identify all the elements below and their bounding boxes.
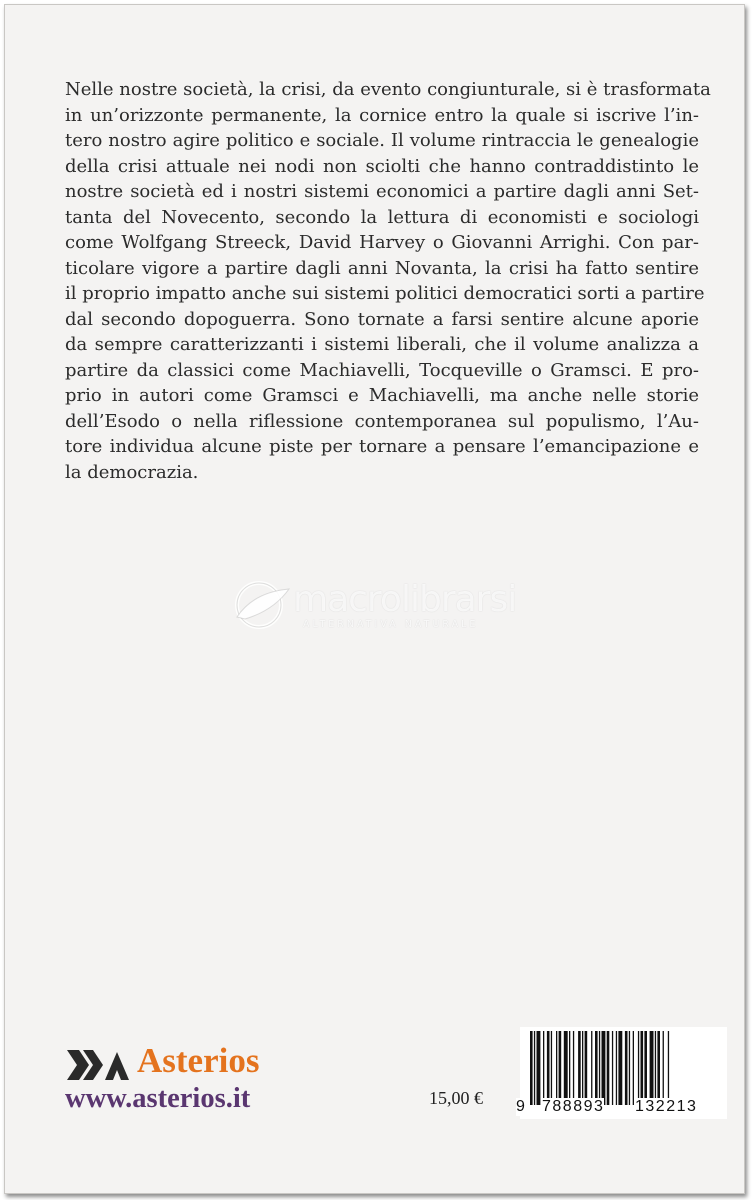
blurb-line: il proprio impatto anche sui sistemi politici democratici sorti a partire (65, 283, 705, 304)
barcode-bar (641, 1031, 644, 1105)
barcode-bar (655, 1031, 656, 1105)
barcode-bar (599, 1031, 600, 1105)
barcode-bar (650, 1031, 654, 1105)
blurb-line: la democrazia. (65, 461, 199, 483)
barcode-bar (534, 1031, 535, 1105)
blurb-line: tero nostro agire politico e sociale. Il volume rintraccia le genealogie (65, 130, 699, 151)
blurb-line: tore individua alcune piste per tornare a pensare l’emancipazione e (65, 436, 699, 457)
barcode-bar (585, 1031, 588, 1105)
blurb-line: come Wolfgang Streeck, David Harvey o Giovanni Arrighi. Con par- (65, 232, 699, 253)
blurb-line: in un’orizzonte permanente, la cornice entro la quale si iscrive l’in- (65, 104, 699, 126)
watermark-name: macrolibrarsi (293, 579, 517, 620)
asterios-logo-icon (65, 1048, 133, 1082)
barcode-bar (556, 1031, 557, 1105)
barcode-bar (629, 1031, 630, 1105)
barcode-bar (559, 1031, 562, 1105)
blurb-line: partire da classici come Machiavelli, Tocqueville o Gramsci. E pro- (65, 359, 699, 381)
blurb-line: della crisi attuale nei nodi non sciolti che hanno contraddistinto le (65, 155, 699, 177)
price-label: 15,00 € (429, 1088, 483, 1108)
barcode-bar (602, 1031, 606, 1105)
barcode-bar (663, 1031, 664, 1105)
barcode-bar (537, 1031, 541, 1105)
macrolibrarsi-watermark (231, 577, 541, 637)
barcode-bar (633, 1031, 634, 1105)
barcode-bar (612, 1031, 613, 1105)
barcode-bar (578, 1031, 581, 1105)
publisher-website[interactable]: www.asterios.it (65, 1083, 251, 1114)
barcode-bar (644, 1031, 647, 1105)
barcode-bars (530, 1031, 720, 1105)
barcode-bar (607, 1031, 610, 1105)
watermark-tagline: ALTERNATIVA NATURALE (303, 619, 479, 630)
leaf-circle-icon (231, 577, 293, 633)
barcode-bar (530, 1031, 533, 1105)
back-cover (4, 4, 745, 1194)
barcode-bar (573, 1031, 574, 1105)
publisher-name: Asterios (137, 1041, 260, 1080)
blurb-line: tanta del Novecento, secondo la lettura di economisti e sociologi (65, 206, 699, 228)
barcode-bar (543, 1031, 544, 1105)
barcode-bar (591, 1031, 592, 1105)
barcode-bar (668, 1031, 669, 1105)
blurb-line: dal secondo dopoguerra. Sono tornate a farsi sentire alcune aporie (65, 308, 699, 330)
barcode-bar (618, 1031, 622, 1105)
isbn-left-group: 788893 (542, 1098, 605, 1115)
barcode-bar (595, 1031, 598, 1105)
isbn-first-digit: 9 (516, 1098, 525, 1115)
isbn-barcode (516, 1027, 727, 1119)
barcode-bar (657, 1031, 660, 1105)
barcode-bar (616, 1031, 617, 1105)
barcode-bar (582, 1031, 583, 1105)
isbn-right-group: 132213 (635, 1098, 698, 1115)
blurb-line: ticolare vigore a partire dagli anni Novanta, la crisi ha fatto sentire (65, 257, 699, 279)
barcode-bar (564, 1031, 568, 1105)
back-cover-blurb (65, 77, 711, 485)
blurb-line: dell’Esodo o nella riflessione contemporanea sul populismo, l’Au- (65, 410, 699, 432)
blurb-line: Nelle nostre società, la crisi, da evento congiunturale, si è trasformata (65, 79, 711, 100)
barcode-bar (638, 1031, 639, 1105)
blurb-line: nostre società ed i nostri sistemi economici a partire dagli anni Set- (65, 181, 699, 202)
barcode-bar (547, 1031, 550, 1105)
barcode-bar (551, 1031, 552, 1105)
blurb-line: da sempre caratterizzanti i sistemi liberali, che il volume analizza a (65, 334, 699, 355)
blurb-line: prio in autori come Gramsci e Machiavelli, ma anche nelle storie (65, 385, 699, 406)
barcode-bar (625, 1031, 628, 1105)
barcode-bar (569, 1031, 570, 1105)
